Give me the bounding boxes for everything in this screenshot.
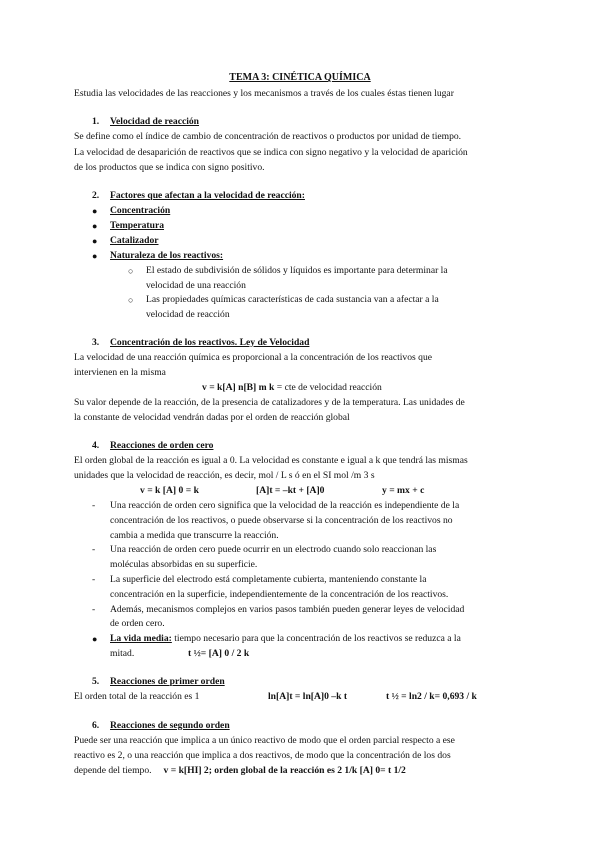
sub-bullet-line: velocidad de reacción (146, 309, 230, 320)
dash-bullet-icon: - (92, 574, 96, 585)
first-order-integrated-equation: ln[A]t = ln[A]0 –k t (268, 691, 348, 702)
half-life-text: tiempo necesario para que la concentración de los reactivos se reduzca a la (171, 633, 461, 644)
section-3-line: La velocidad de una reacción química es proporcional a la concentración de los reactivos que (74, 352, 433, 363)
dash-item-line: Una reacción de orden cero puede ocurrir en un electrodo cuando solo reaccionan las (110, 544, 437, 555)
section-3-heading: Concentración de los reactivos. Ley de Velocidad (110, 337, 310, 348)
section-1-line: La velocidad de desaparición de reactivos que se indica con signo negativo y la velocidad de aparición (74, 147, 468, 158)
dash-item-line: concentración en la superficie, independientemente de la concentración de los reactivos. (110, 589, 449, 600)
section-1-line: de los productos que se indica con signo positivo. (74, 162, 265, 173)
section-6-number: 6. (92, 720, 100, 731)
section-5-heading: Reacciones de primer orden (110, 676, 225, 687)
dash-item-line: La superficie del electrodo está completamente cubierta, manteniendo constante la (110, 574, 427, 585)
first-order-half-life-equation: t ½ = ln2 / k= 0,693 / k (386, 691, 477, 702)
second-order-equation: v = k[HI] 2; orden global de la reacción es 2 1/k [A] 0= t 1/2 (163, 765, 406, 776)
bullet-item: Naturaleza de los reactivos: (110, 250, 224, 261)
half-life-label: La vida media: (110, 633, 172, 644)
dash-bullet-icon: - (92, 500, 96, 511)
section-3-number: 3. (92, 337, 100, 348)
intro-text: Estudia las velocidades de las reacciones y los mecanismos a través de los cuales éstas tienen lugar (74, 88, 454, 99)
bullet-item: Catalizador (110, 235, 159, 246)
rate-law-description: = cte de velocidad reacción (274, 382, 382, 393)
section-6-last-text: depende del tiempo. (74, 765, 152, 776)
section-6-last-line (74, 764, 406, 779)
section-6-line: Puede ser una reacción que implica a un único reactivo de modo que el orden parcial respecto a ese (74, 735, 455, 746)
dash-item-line: de orden cero. (110, 618, 165, 629)
section-6-heading: Reacciones de segundo orden (110, 720, 230, 731)
section-3-line: intervienen en la misma (74, 367, 166, 378)
page-title: TEMA 3: CINÉTICA QUÍMICA (229, 72, 371, 83)
section-1-line: Se define como el índice de cambio de concentración de reactivos o productos por unidad de tiempo. (74, 131, 462, 142)
section-4-line: unidades que la velocidad de reacción, es decir, mol / L s ó en el SI mol /m 3 s (74, 470, 375, 481)
circle-bullet-icon: ○ (128, 266, 134, 276)
zero-order-integrated-equation: [A]t = –kt + [A]0 (256, 485, 325, 496)
zero-order-rate-equation: v = k [A] 0 = k (140, 485, 199, 496)
section-2-heading: Factores que afectan a la velocidad de reacción: (110, 190, 305, 201)
dash-item-line: concentración de los reactivos, o puede observarse si la concentración de los reactivos no (110, 515, 453, 526)
bullet-icon: ● (92, 221, 98, 231)
dash-item-line: Una reacción de orden cero significa que la velocidad de la reacción es independiente de la (110, 500, 460, 511)
dash-bullet-icon: - (92, 544, 96, 555)
half-life-line (110, 632, 461, 647)
section-5-line: El orden total de la reacción es 1 (74, 691, 200, 702)
rate-law-formula: v = k[A] n[B] m k (202, 382, 275, 393)
half-life-equation: t ½= [A] 0 / 2 k (188, 648, 250, 659)
dash-item-line: Además, mecanismos complejos en varios pasos también pueden generar leyes de velocidad (110, 604, 465, 615)
bullet-icon: ● (92, 236, 98, 246)
rate-law-equation (202, 381, 382, 396)
sub-bullet-line: El estado de subdivisión de sólidos y líquidos es importante para determinar la (146, 265, 448, 276)
bullet-icon: ● (92, 251, 98, 261)
section-6-line: reactivo es 2, o una reacción que implica a dos reactivos, de modo que la concentración de los dos (74, 750, 451, 761)
section-1-heading: Velocidad de reacción (110, 116, 200, 127)
section-4-line: El orden global de la reacción es igual a 0. La velocidad es constante e igual a k que tendrá las mismas (74, 455, 468, 466)
dash-item-line: moléculas absorbidas en su superficie. (110, 559, 258, 570)
section-3-line: Su valor depende de la reacción, de la presencia de catalizadores y de la temperatura. Las unidades de (74, 397, 465, 408)
section-3-line: la constante de velocidad vendrán dadas por el orden de reacción global (74, 412, 350, 423)
linear-equation: y = mx + c (382, 485, 425, 496)
dash-item-line: cambia a medida que transcurre la reacción. (110, 530, 279, 541)
bullet-icon: ● (92, 634, 98, 644)
section-5-number: 5. (92, 676, 100, 687)
sub-bullet-line: velocidad de una reacción (146, 280, 246, 291)
section-2-number: 2. (92, 190, 100, 201)
sub-bullet-line: Las propiedades químicas características de cada sustancia van a afectar a la (146, 294, 439, 305)
bullet-item: Concentración (110, 205, 171, 216)
half-life-line-2: mitad. (110, 648, 135, 659)
dash-bullet-icon: - (92, 604, 96, 615)
section-1-number: 1. (92, 116, 100, 127)
bullet-icon: ● (92, 206, 98, 216)
section-4-number: 4. (92, 440, 100, 451)
bullet-item: Temperatura (110, 220, 165, 231)
section-4-heading: Reacciones de orden cero (110, 440, 214, 451)
circle-bullet-icon: ○ (128, 295, 134, 305)
